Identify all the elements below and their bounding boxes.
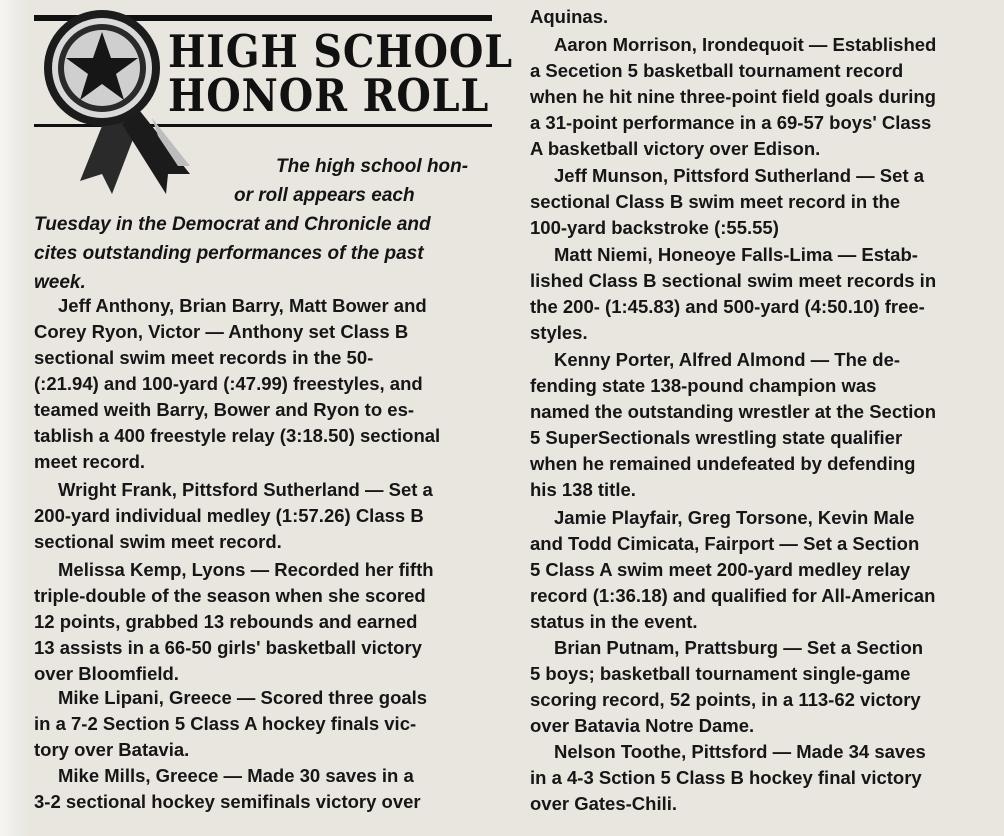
text-line: 5 boys; basketball tournament single-game: [530, 663, 911, 684]
text-line: when he hit nine three-point field goals during: [530, 86, 936, 107]
text-line: over Gates-Chili.: [530, 793, 678, 814]
text-line: status in the event.: [530, 611, 698, 632]
page-title: [168, 25, 514, 122]
text-line: 3-2 sectional hockey semifinals victory over: [34, 791, 421, 812]
intro-line: The high school hon-: [276, 156, 469, 177]
text-line: A basketball victory over Edison.: [530, 138, 821, 159]
text-line: scoring record, 52 points, in a 113-62 victory: [530, 689, 921, 710]
text-line: a Secetion 5 basketball tournament record: [530, 60, 904, 81]
torn-edge: [0, 0, 30, 836]
text-line: teamed weith Barry, Bower and Ryon to es-: [34, 399, 415, 420]
text-line: Nelson Toothe, Pittsford — Made 34 saves: [554, 741, 926, 762]
text-line: in a 7-2 Section 5 Class A hockey finals vic-: [34, 713, 417, 734]
text-line: meet record.: [34, 451, 146, 472]
text-line: 12 points, grabbed 13 rebounds and earned: [34, 611, 418, 632]
text-line: styles.: [530, 322, 588, 343]
text-line: Mike Lipani, Greece — Scored three goals: [58, 687, 428, 708]
text-line: 100-yard backstroke (:55.55): [530, 217, 779, 238]
text-line: Wright Frank, Pittsford Sutherland — Set a: [58, 479, 433, 500]
text-line: Matt Niemi, Honeoye Falls-Lima — Estab-: [554, 244, 918, 265]
intro-line: Tuesday in the Democrat and Chronicle and: [34, 214, 431, 235]
intro-line: week.: [34, 272, 86, 293]
text-line: 5 SuperSectionals wrestling state qualifier: [530, 427, 903, 448]
text-line: when he remained undefeated by defending: [530, 453, 916, 474]
text-line: in a 4-3 Sction 5 Class B hockey final victory: [530, 767, 922, 788]
text-line: sectional Class B swim meet record in the: [530, 191, 901, 212]
title-line-1: HIGH SCHOOL: [168, 25, 514, 78]
text-line: named the outstanding wrestler at the Section: [530, 401, 937, 422]
text-line: a 31-point performance in a 69-57 boys' Class: [530, 112, 932, 133]
text-line: the 200- (1:45.83) and 500-yard (4:50.10) free-: [530, 296, 925, 317]
text-line: fending state 138-pound champion was: [530, 375, 877, 396]
text-line: over Bloomfield.: [34, 663, 179, 684]
text-line: triple-double of the season when she scored: [34, 585, 426, 606]
text-line: sectional swim meet record.: [34, 531, 282, 552]
text-line: Kenny Porter, Alfred Almond — The de-: [554, 349, 901, 370]
text-line: (:21.94) and 100-yard (:47.99) freestyles, and: [34, 373, 423, 394]
text-line: Jeff Munson, Pittsford Sutherland — Set a: [554, 165, 925, 186]
text-line: Corey Ryon, Victor — Anthony set Class B: [34, 321, 409, 342]
intro-paragraph: [34, 152, 492, 297]
title-line-2: HONOR ROLL: [168, 69, 490, 122]
text-line: sectional swim meet records in the 50-: [34, 347, 374, 368]
text-line: tory over Batavia.: [34, 739, 190, 760]
text-line: tablish a 400 freestyle relay (3:18.50) sectional: [34, 425, 441, 446]
text-line: lished Class B sectional swim meet records in: [530, 270, 937, 291]
text-line: record (1:36.18) and qualified for All-American: [530, 585, 936, 606]
text-line: Aaron Morrison, Irondequoit — Established: [554, 34, 937, 55]
text-line: Melissa Kemp, Lyons — Recorded her fifth: [58, 559, 434, 580]
text-line: Jeff Anthony, Brian Barry, Matt Bower and: [58, 295, 427, 316]
text-line: Aquinas.: [530, 6, 609, 27]
text-line: Mike Mills, Greece — Made 30 saves in a: [58, 765, 414, 786]
text-line: 200-yard individual medley (1:57.26) Class B: [34, 505, 424, 526]
text-line: 5 Class A swim meet 200-yard medley relay: [530, 559, 911, 580]
text-line: his 138 title.: [530, 479, 636, 500]
intro-line: or roll appears each: [234, 185, 415, 206]
text-line: Brian Putnam, Prattsburg — Set a Section: [554, 637, 924, 658]
text-line: and Todd Cimicata, Fairport — Set a Section: [530, 533, 920, 554]
text-line: 13 assists in a 66-50 girls' basketball victory: [34, 637, 422, 658]
intro-line: cites outstanding performances of the past: [34, 243, 424, 264]
text-line: over Batavia Notre Dame.: [530, 715, 755, 736]
text-line: Jamie Playfair, Greg Torsone, Kevin Male: [554, 507, 915, 528]
